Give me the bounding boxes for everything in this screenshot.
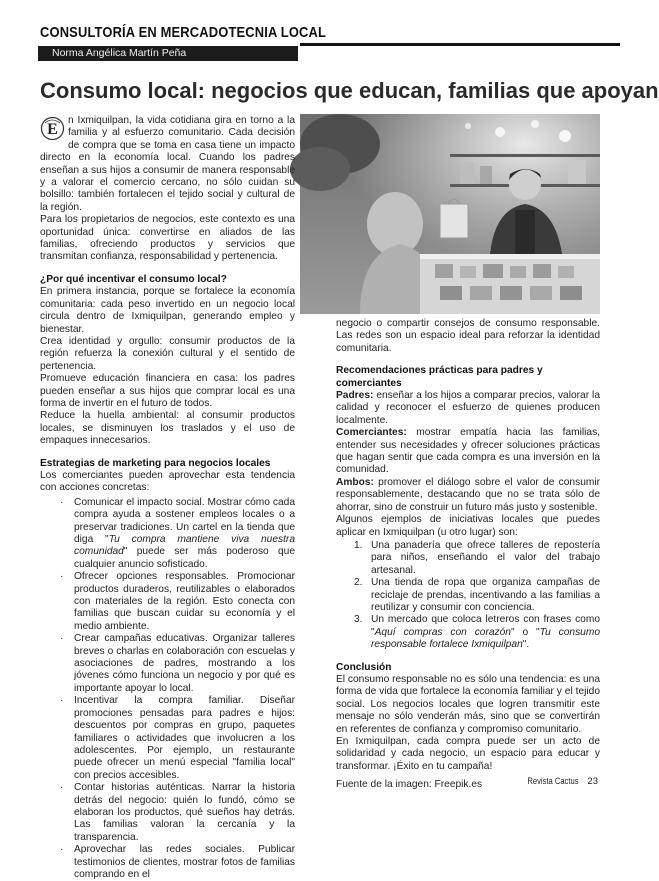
left-column [40, 115, 295, 881]
strategy-item: · Comunicar el impacto social. Mostrar cómo cada compra ayuda a sostener empleos locales o a preservar tradiciones. Un cartel en la tienda que diga "Tu compra mantiene viva nuestra comunidad" puede ser más poderoso que cualquier anuncio sofisticado. [40, 497, 295, 571]
intro-paragraph-1: n Ixmiquilpan, la vida cotidiana gira en torno a la familia y al esfuerzo comunitario. Cada decisión de compra que se toma en casa tiene un impacto directo en la economía local. Cuando los padres enseñan a sus hijos a consumir de manera responsable y a valorar el comercio cercano, no sólo cuidan su bolsillo: también fortalecen el tejido social y cultural de la región. [40, 115, 295, 213]
image-source: Fuente de la imagen: Freepik.es [336, 779, 483, 791]
strategy-item: · Ofrecer opciones responsables. Promocionar productos duraderos, reutilizables o elaborados con materiales de la región. Esto conecta con familias que buscan cuidar su economía y el medio ambiente. [40, 571, 295, 633]
why-paragraph: Crea identidad y orgullo: consumir productos de la región refuerza la conexión cultural y el sentido de pertenencia. [40, 335, 295, 372]
page-number: 23 [587, 776, 598, 787]
conclusion-paragraph-1: El consumo responsable no es sólo una tendencia: es una forma de vida que fortalece la economía familiar y el tejido social. Los negocios locales que logren transmitir este mensaje no sólo venderán más, sino que se convertirán en referentes de confianza y compromiso comunitario. [336, 673, 600, 735]
example-item: 2. Una tienda de ropa que organiza campañas de reciclaje de prendas, incentivando a las familias a reutilizar y consumir con conciencia. [354, 577, 600, 613]
examples-intro: Algunos ejemplos de iniciativas locales que puedes aplicar en Ixmiquilpan (u otro lugar) son: [336, 514, 600, 538]
section-title: CONSULTORÍA EN MERCADOTECNIA LOCAL [40, 24, 327, 41]
magazine-name: Revista Cactus [527, 776, 579, 787]
author-name: Norma Angélica Martín Peña [52, 47, 187, 59]
dropcap-letter: E [47, 121, 58, 138]
intro-paragraph-2: Para los propietarios de negocios, este contexto es una oportunidad única: convertirse en aliados de las familias, ofreciendo productos y servicios que transmitan confianza, responsabilidad y pertenencia. [40, 214, 295, 263]
recommendation-comerciantes: Comerciantes: mostrar empatía hacia las familias, entender sus necesidades y ofrecer soluciones prácticas que hagan sentir que cada compra es una inversión en la comunidad. [336, 427, 600, 476]
article-title: Consumo local: negocios que educan, familias que apoyan [40, 78, 659, 103]
example-item: 3. Un mercado que coloca letreros con frases como "Aquí compras con corazón" o "Tu consumo responsable fortalece Ixmiquilpan". [354, 614, 600, 651]
example-item: 1. Una panadería que ofrece talleres de repostería para niños, enseñando el valor del trabajo artesanal. [354, 539, 600, 576]
why-paragraph: En primera instancia, porque se fortalece la economía comunitaria: cada peso invertido en un negocio local circula dentro de Ixmiquilpan, generando empleo y bienestar. [40, 286, 295, 335]
article-photo [300, 114, 600, 314]
conclusion-heading: Conclusión [336, 661, 392, 673]
strategy-item-continued: negocio o compartir consejos de consumo responsable. Las redes son un espacio ideal para reforzar la identidad comunitaria. [336, 318, 600, 354]
dropcap-ornament [40, 115, 65, 142]
author-bar [38, 46, 298, 61]
recommendation-padres: Padres: enseñar a los hijos a comparar precios, valorar la calidad y reconocer el esfuerzo de quienes producen localmente. [336, 390, 600, 426]
why-paragraph: Promueve educación financiera en casa: los padres pueden enseñar a sus hijos que comprar local es una forma de invertir en el futuro de todos. [40, 373, 295, 409]
page-header [0, 0, 630, 62]
strategy-item: · Contar historias auténticas. Narrar la historia detrás del negocio: quién lo fundó, cómo se elaboran los productos, qué sueños hay detrás. Las familias valoran la cercanía y la transparencia. [40, 782, 295, 844]
why-paragraph: Reduce la huella ambiental: al consumir productos locales, se disminuyen los traslados y el uso de empaques innecesarios. [40, 410, 295, 447]
right-column [336, 318, 600, 792]
strategies-list [40, 497, 295, 881]
strategy-item: · Aprovechar las redes sociales. Publicar testimonios de clientes, mostrar fotos de familias comprando en el [40, 844, 295, 881]
shop-scene-illustration [300, 114, 600, 314]
strategy-item: · Crear campañas educativas. Organizar talleres breves o charlas en colaboración con escuelas y asociaciones de padres, mostrando a los jóvenes cómo funciona un negocio y por qué es importante apoyar lo local. [40, 633, 295, 695]
page-folio [521, 776, 598, 787]
strategies-heading: Estrategias de marketing para negocios locales [40, 457, 271, 469]
strategies-intro: Los comerciantes pueden aprovechar esta tendencia con acciones concretas: [40, 469, 295, 494]
recommendation-ambos: Ambos: promover el diálogo sobre el valor de consumir responsablemente, destacando que no se trata sólo de ahorrar, sino de construir un futuro más justo y sostenible. [336, 476, 600, 513]
strategy-item: · Incentivar la compra familiar. Diseñar promociones pensadas para padres e hijos: descuentos por compras en grupo, paquetes familiares o actividades que involucren a los adolescentes. Por ejemplo, un restaurante puede ofrecer un menú especial "familia local" con precios accesibles. [40, 695, 295, 782]
strategy-quote: Tu compra mantiene viva nuestra comunidad [74, 534, 295, 558]
header-rule [300, 43, 620, 46]
why-heading: ¿Por qué incentivar el consumo local? [40, 273, 227, 285]
recommendations-heading: Recomendaciones prácticas para padres y comerciantes [336, 365, 543, 389]
examples-list [336, 540, 600, 652]
conclusion-paragraph-2: En Ixmiquilpan, cada compra puede ser un acto de solidaridad y cada negocio, un espacio para educar y transformar. ¡Éxito en tu campaña! [336, 736, 600, 772]
